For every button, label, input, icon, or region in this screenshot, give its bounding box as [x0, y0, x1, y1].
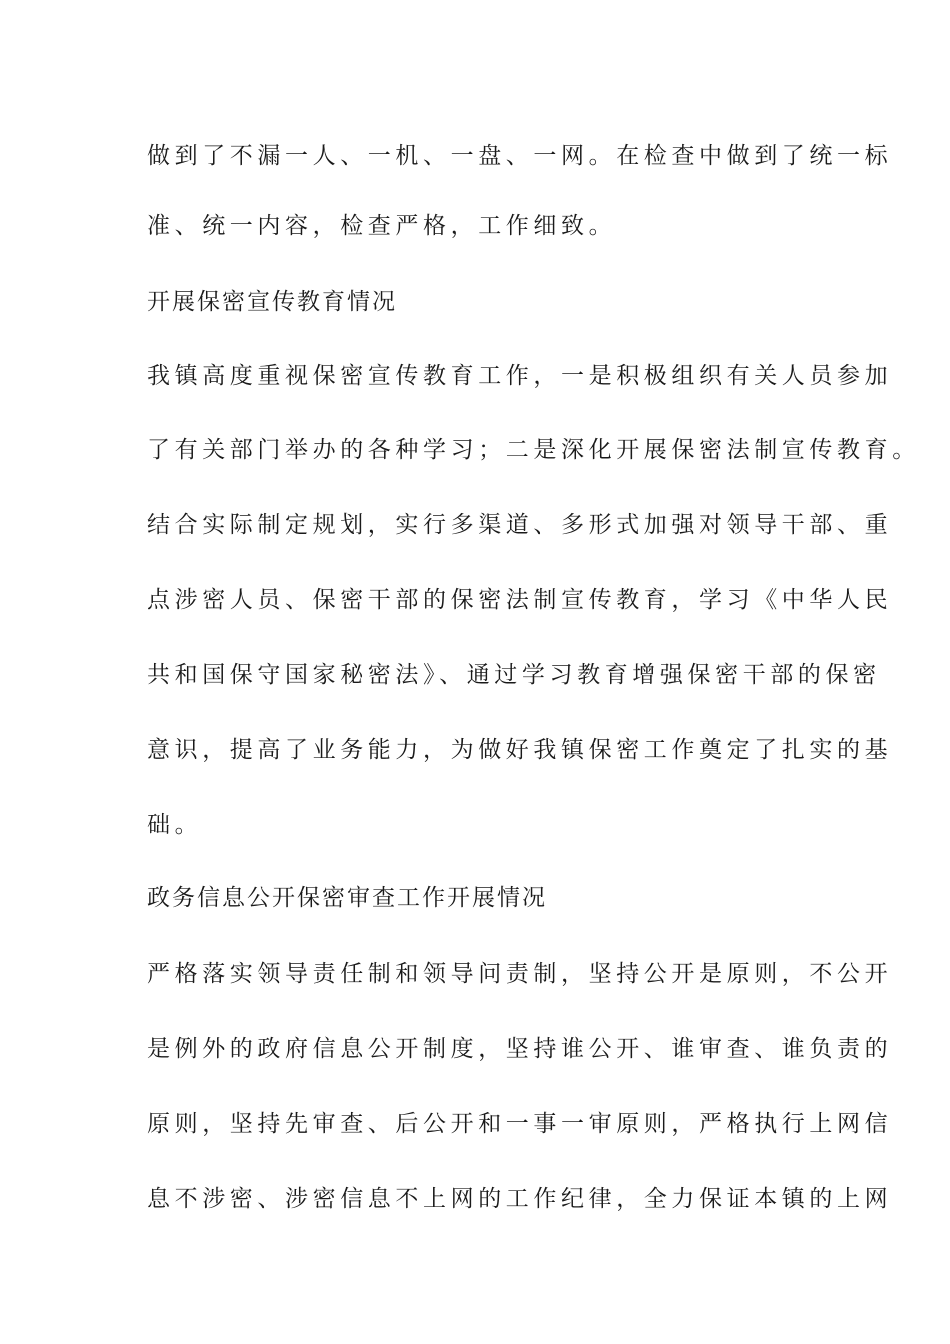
section-heading: 政务信息公开保密审查工作开展情况: [147, 885, 547, 911]
paragraph-line: 了有关部门举办的各种学习；二是深化开展保密法制宣传教育。: [147, 437, 920, 463]
paragraph-line: 是例外的政府信息公开制度，坚持谁公开、谁审查、谁负责的: [147, 1036, 893, 1062]
paragraph-line: 点涉密人员、保密干部的保密法制宣传教育，学习《中华人民: [147, 587, 893, 613]
paragraph-line: 我镇高度重视保密宣传教育工作，一是积极组织有关人员参加: [147, 363, 893, 389]
paragraph-line: 做到了不漏一人、一机、一盘、一网。在检查中做到了统一标: [147, 143, 893, 169]
paragraph-line: 础。: [147, 812, 203, 838]
paragraph-line: 息不涉密、涉密信息不上网的工作纪律，全力保证本镇的上网: [147, 1186, 893, 1212]
paragraph-line: 意识，提高了业务能力，为做好我镇保密工作奠定了扎实的基: [147, 737, 893, 763]
paragraph-line: 准、统一内容，检查严格，工作细致。: [147, 213, 617, 239]
paragraph-line: 结合实际制定规划，实行多渠道、多形式加强对领导干部、重: [147, 512, 893, 538]
section-heading: 开展保密宣传教育情况: [147, 289, 397, 315]
paragraph-line: 共和国保守国家秘密法》、通过学习教育增强保密干部的保密: [147, 662, 881, 688]
paragraph-line: 原则，坚持先审查、后公开和一事一审原则，严格执行上网信: [147, 1111, 893, 1137]
paragraph-line: 严格落实领导责任制和领导问责制，坚持公开是原则，不公开: [147, 961, 893, 987]
